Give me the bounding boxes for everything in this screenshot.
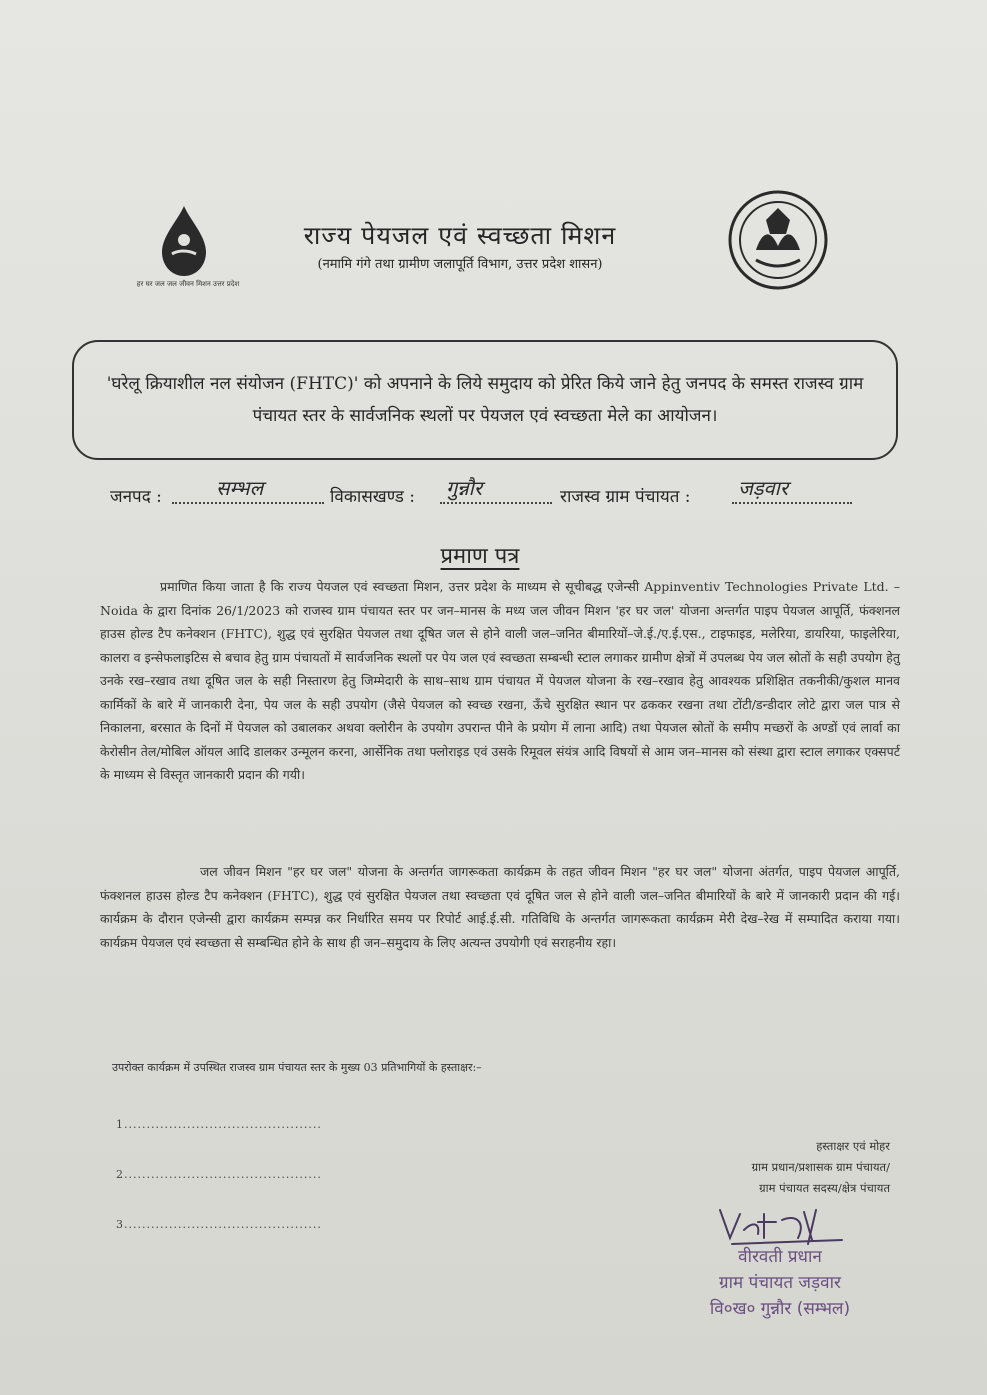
org-title: राज्य पेयजल एवं स्वच्छता मिशन bbox=[303, 221, 617, 250]
handwritten-signature bbox=[712, 1200, 862, 1250]
org-subtitle: (नमामि गंगे तथा ग्रामीण जलापूर्ति विभाग, उत्तर प्रदेश शासन) bbox=[317, 257, 603, 272]
signatory-heading-line-2: ग्राम प्रधान/प्रशासक ग्राम पंचायत/ bbox=[751, 1160, 890, 1174]
location-fields bbox=[110, 474, 870, 514]
pradhan-stamp bbox=[650, 1244, 910, 1322]
panchayat-line bbox=[732, 502, 852, 504]
certificate-paragraph-2: जल जीवन मिशन "हर घर जल" योजना के अन्तर्गत जागरूकता कार्यक्रम के तहत जीवन मिशन "हर घर जल" योजना अंतर्गत, पाइप पेयजल आपूर्ति, फंक्शनल हाउस होल्ड टैप कनेक्शन (FHTC), शुद्ध एवं सुरक्षित पेयजल तथा स्वच्छता एवं दूषित जल से होने वाली जल–जनित बीमारियों के बारे में जानकारी प्रदान की गई। कार्यक्रम के दौरान एजेन्सी द्वारा कार्यक्रम सम्पन्न कर निर्धारित समय पर रिपोर्ट आई.ई.सी. गतिविधि के अन्तर्गत जागरूकता कार्यक्रम मेरी देख–रेख में सम्पादित कराया गया। कार्यक्रम पेयजल एवं स्वच्छता से सम्बन्धित होने के साथ ही जन–समुदाय के लिए अत्यन्त उपयोगी एवं सराहनीय रहा। bbox=[100, 864, 900, 950]
event-banner bbox=[72, 340, 898, 460]
signatory-heading bbox=[640, 1136, 890, 1199]
block-line bbox=[440, 502, 552, 504]
stamp-line-2: ग्राम पंचायत जड़वार bbox=[719, 1273, 841, 1293]
panchayat-value: जड़वार bbox=[738, 476, 789, 500]
certificate-title: प्रमाण पत्र bbox=[440, 544, 520, 569]
left-logo-text: हर घर जल जल जीवन मिशन उत्तर प्रदेश bbox=[136, 280, 240, 288]
block-label: विकासखण्ड : bbox=[330, 487, 416, 507]
participant-signature-line-3: 3............................................ bbox=[116, 1218, 322, 1231]
stamp-line-3: वि०ख० गुन्नौर (सम्भल) bbox=[709, 1299, 851, 1319]
signatory-heading-line-1: हस्ताक्षर एवं मोहर bbox=[816, 1139, 890, 1153]
district-value: सम्भल bbox=[216, 476, 264, 500]
attendance-note: उपरोक्त कार्यक्रम में उपस्थित राजस्व ग्राम पंचायत स्तर के मुख्य 03 प्रतिभागियों के हस्ताक्षर:– bbox=[112, 1061, 482, 1074]
stamp-line-1: वीरवती प्रधान bbox=[738, 1247, 822, 1267]
up-government-seal bbox=[726, 188, 831, 293]
participant-signature-line-1: 1............................................ bbox=[116, 1118, 322, 1131]
district-label: जनपद : bbox=[110, 487, 162, 507]
district-line bbox=[172, 502, 324, 504]
banner-text: 'घरेलू क्रियाशील नल संयोजन (FHTC)' को अपनाने के लिये समुदाय को प्रेरित किये जाने हेतु जनपद के समस्त राजस्व ग्राम पंचायत स्तर के सार्वजनिक स्थलों पर पेयजल एवं स्वच्छता मेले का आयोजन। bbox=[106, 374, 864, 426]
certificate-paragraph-1: प्रमाणित किया जाता है कि राज्य पेयजल एवं स्वच्छता मिशन, उत्तर प्रदेश के माध्यम से सूचीबद्ध एजेन्सी Appinventiv Technologies Private Ltd. – Noida के द्वारा दिनांक 26/1/2023 को राजस्व ग्राम पंचायत स्तर पर जन–मानस के मध्य जल जीवन मिशन 'हर घर जल' योजना अन्तर्गत पाइप पेयजल आपूर्ति, फंक्शनल हाउस होल्ड टैप कनेक्शन (FHTC), शुद्ध एवं सुरक्षित पेयजल तथा दूषित जल से होने वाली जल–जनित बीमारियों–जे.ई./ए.ई.एस., टाइफाइड, मलेरिया, डायरिया, फाइलेरिया, कालरा व इन्सेफलाइटिस से बचाव हेतु ग्राम पंचायतों में सार्वजनिक स्थलों पर पेय जल एवं स्वच्छता सम्बन्धी स्टाल लगाकर ग्रामीण क्षेत्रों में उपलब्ध पेय जल स्रोतों के सही उपयोग हेतु उनके रख–रखाव तथा दूषित जल के सही निस्तारण हेतु जिम्मेदारी के साथ–साथ ग्राम पंचायत में पेयजल योजना के रख–रखाव हेतु आवश्यक प्रशिक्षित तकनीकी/कुशल मानव कार्मिकों के बारे में जानकारी देना, पेय जल के सही उपयोग (जैसे पेयजल को स्वच्छ रखना, ऊँचे सुरक्षित स्थान पर ढककर रखना तथा टोंटी/डन्डीदार लोटे द्वारा जल पात्र से निकालना, बरसात के दिनों में पेयजल को उबालकर अथवा क्लोरीन के उपयोग उपरान्त पीने के प्रयोग में लाना आदि) तथा पेयजल स्रोतों के समीप मच्छरों के अण्डों एवं लार्वा का केरोसीन तेल/मोबिल ऑयल आदि डालकर उन्मूलन करना, आर्सेनिक तथा फ्लोराइड एवं उसके रिमूवल संयंत्र आदि विषयों से आम जन–मानस को संस्था द्वारा स्टाल लगाकर एक्सपर्ट के माध्यम से विस्तृत जानकारी प्रदान की गयी। bbox=[100, 579, 900, 782]
panchayat-label: राजस्व ग्राम पंचायत : bbox=[560, 487, 691, 507]
block-value: गुन्नौर bbox=[446, 476, 483, 500]
har-ghar-jal-logo bbox=[136, 200, 240, 300]
participant-signature-line-2: 2............................................ bbox=[116, 1168, 322, 1181]
signatory-heading-line-3: ग्राम पंचायत सदस्य/क्षेत्र पंचायत bbox=[759, 1181, 890, 1195]
